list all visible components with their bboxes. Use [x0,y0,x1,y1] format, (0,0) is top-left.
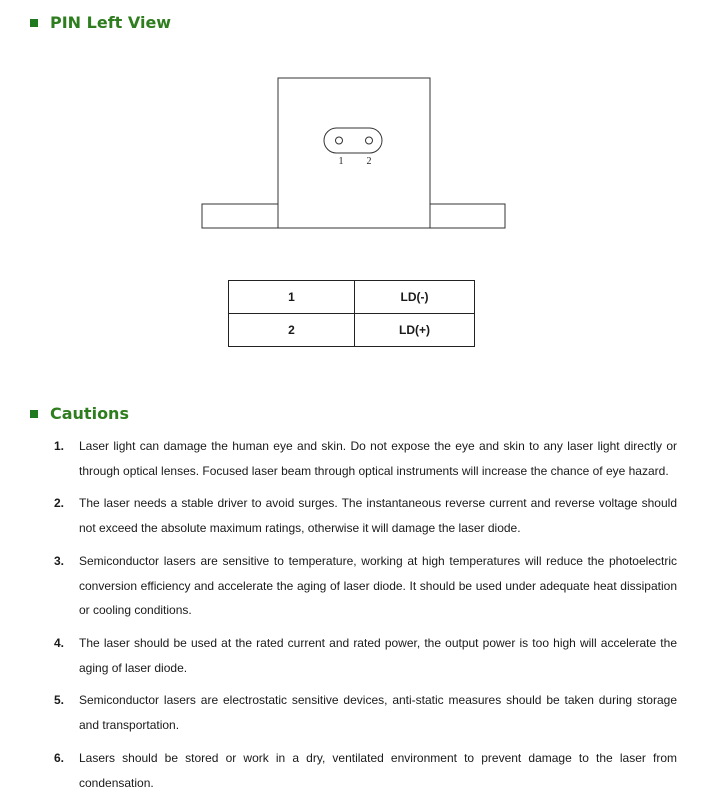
item-text: Lasers should be stored or work in a dry, ventilated environment to prevent damage to the laser from condensation. [79,751,677,790]
pin-function-cell: LD(+) [355,314,475,347]
pin-2-hole [366,137,373,144]
left-flange [202,204,278,228]
item-number: 4. [54,636,65,650]
pin-left-view-title: PIN Left View [50,13,172,32]
cautions-heading [30,404,129,423]
pin-number-cell: 1 [229,281,355,314]
pin-function-cell: LD(-) [355,281,475,314]
table-row [229,314,475,347]
pin-number-cell: 2 [229,314,355,347]
cautions-title: Cautions [50,404,129,423]
item-text: Laser light can damage the human eye and skin. Do not expose the eye and skin to any laser light directly or through optical lenses. Focused laser beam through optical instruments will increase the chance of eye hazard. [79,439,677,478]
pin-connector-outline [324,128,382,153]
item-number: 5. [54,693,65,707]
pin-1-label: 1 [338,156,344,167]
item-number: 1. [54,439,65,453]
pin-assignment-table [228,280,475,347]
pin-1-hole [336,137,343,144]
item-number: 6. [54,751,65,765]
item-text: Semiconductor lasers are sensitive to temperature, working at high temperatures will reduce the photoelectric conversion efficiency and accelerate the aging of laser diode. It should be used under adequate heat dissipation or cooling conditions. [79,554,677,617]
pin-left-view-diagram [0,0,714,260]
item-number: 3. [54,554,65,568]
item-text: The laser should be used at the rated current and rated power, the output power is too high will accelerate the aging of laser diode. [79,636,677,675]
square-bullet-icon [30,410,38,418]
item-text: Semiconductor lasers are electrostatic sensitive devices, anti-static measures should be taken during storage and transportation. [79,693,677,732]
pin-2-label: 2 [366,156,372,167]
right-flange [430,204,505,228]
table-row [229,281,475,314]
item-number: 2. [54,496,65,510]
item-text: The laser needs a stable driver to avoid surges. The instantaneous reverse current and reverse voltage should not exceed the absolute maximum ratings, otherwise it will damage the laser diode. [79,496,677,535]
